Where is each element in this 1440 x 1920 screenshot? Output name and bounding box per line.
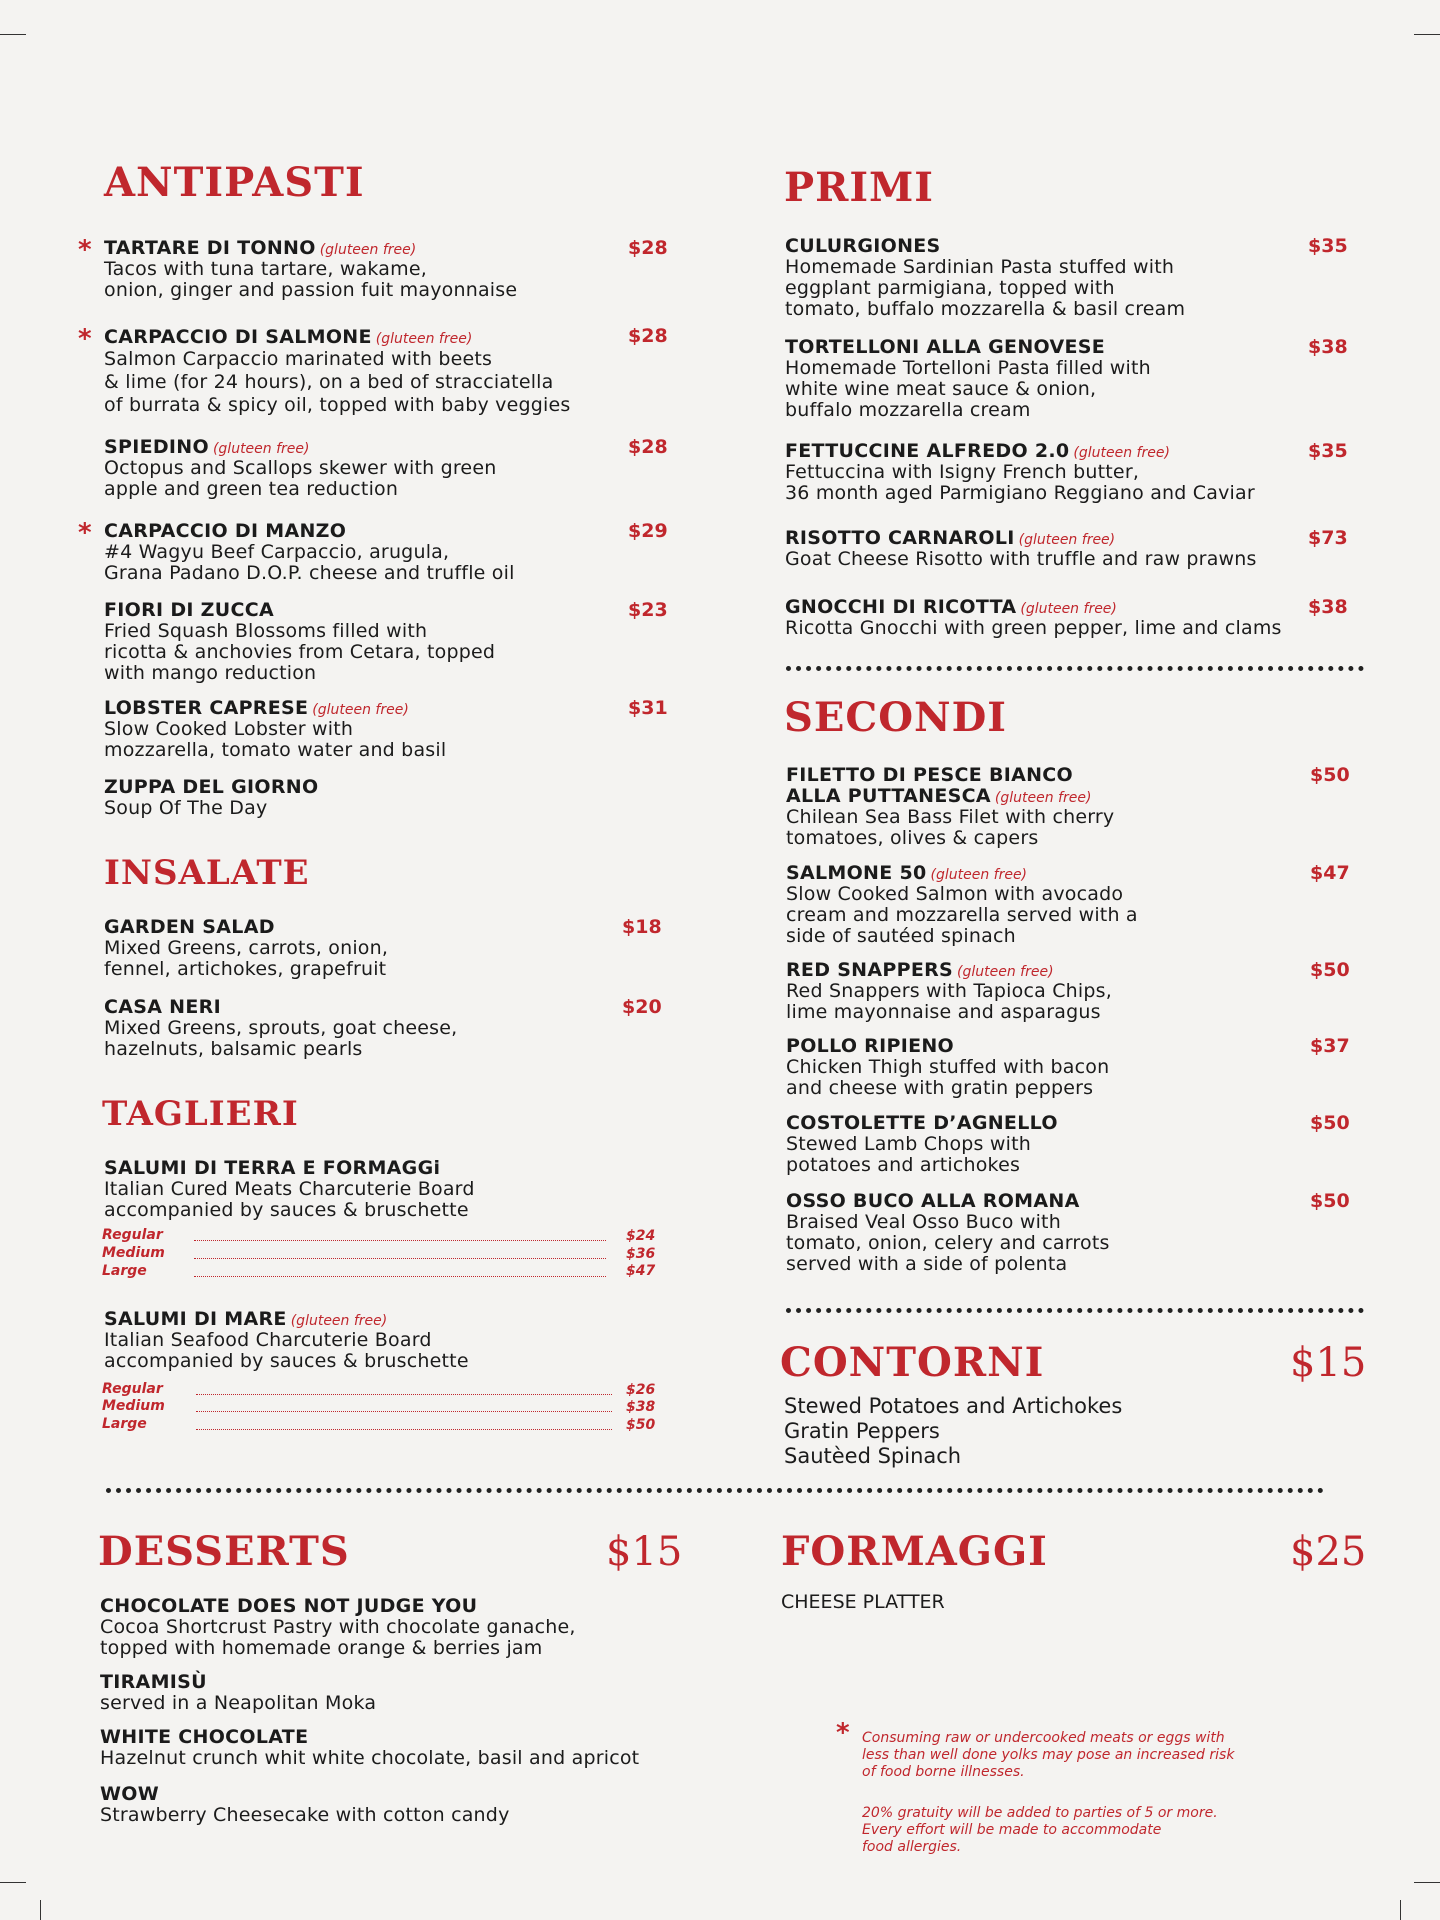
item-price: $28 (628, 325, 668, 347)
item-description: Fettuccina with Isigny French butter, 36 month aged Parmigiano Reggiano and Caviar (785, 461, 1255, 504)
section-price: $15 (1290, 1340, 1367, 1386)
item-name: SPIEDINO (104, 436, 209, 458)
crop-mark (1414, 1882, 1440, 1883)
item-description: Homemade Tortelloni Pasta filled with white wine meat sauce & onion, buffalo mozzarella cream (785, 357, 1151, 421)
raw-warning-star: * (836, 1718, 850, 1748)
size-label: Large (102, 1263, 147, 1279)
crop-mark (40, 1900, 41, 1920)
dot-leader (194, 1258, 606, 1259)
item-description: Tacos with tuna tartare, wakame, onion, ginger and passion fuit mayonnaise (104, 258, 518, 301)
side-dish-list: Stewed Potatoes and Artichokes Gratin Peppers Sautèed Spinach (784, 1394, 1123, 1468)
menu-item (104, 1158, 704, 1221)
item-name: WHITE CHOCOLATE (100, 1726, 309, 1748)
menu-item (100, 1727, 780, 1769)
item-name: TORTELLONI ALLA GENOVESE (785, 336, 1106, 358)
item-name: COSTOLETTE D’AGNELLO (786, 1112, 1058, 1134)
gluten-free-tag: (gluteen free) (375, 331, 473, 347)
size-label: Medium (102, 1245, 165, 1261)
dot-leader (194, 1276, 606, 1277)
menu-item (104, 327, 704, 417)
menu-item (786, 863, 1386, 947)
menu-item (104, 997, 704, 1060)
crop-mark (0, 1882, 26, 1883)
dot-leader (194, 1240, 606, 1241)
size-label: Large (102, 1416, 147, 1432)
section-price: $25 (1290, 1529, 1367, 1575)
item-price: $50 (1310, 1112, 1350, 1134)
size-label: Regular (102, 1381, 163, 1397)
item-price: $28 (628, 237, 668, 259)
item-description: Octopus and Scallops skewer with green apple and green tea reduction (104, 457, 497, 500)
size-price: $47 (626, 1263, 656, 1279)
menu-item (104, 917, 704, 980)
raw-warning-star: * (78, 235, 92, 265)
gluten-free-tag: (gluteen free) (290, 1313, 388, 1329)
gluten-free-tag: (gluteen free) (1018, 532, 1116, 548)
section-title-taglieri: TAGLIERI (102, 1094, 299, 1134)
item-description: Hazelnut crunch whit white chocolate, basil and apricot (100, 1747, 640, 1769)
size-price: $38 (626, 1399, 656, 1415)
menu-item (104, 521, 704, 584)
size-price: $24 (626, 1228, 656, 1244)
item-description: Soup Of The Day (104, 797, 268, 819)
menu-item (786, 1036, 1386, 1099)
crop-mark (0, 34, 26, 35)
section-title-primi: PRIMI (784, 164, 935, 211)
item-price: $35 (1308, 440, 1348, 462)
menu-item (786, 960, 1386, 1023)
gluten-free-tag: (gluteen free) (212, 441, 310, 457)
gratuity-note: 20% gratuity will be added to parties of 5 or more. Every effort will be made to accommodate food allergies. (862, 1805, 1218, 1855)
item-price: $28 (628, 436, 668, 458)
item-description: Cocoa Shortcrust Pastry with chocolate ganache, topped with homemade orange & berries jam (100, 1616, 576, 1659)
item-name: SALUMI DI MARE (104, 1308, 287, 1330)
menu-item (785, 337, 1385, 421)
section-title-contorni: CONTORNI (780, 1339, 1045, 1386)
item-description: Strawberry Cheesecake with cotton candy (100, 1804, 510, 1826)
item-price: $23 (628, 599, 668, 621)
gluten-free-tag: (gluteen free) (319, 242, 417, 258)
item-price: $38 (1308, 596, 1348, 618)
item-description: Stewed Lamb Chops with potatoes and artichokes (786, 1133, 1032, 1176)
gluten-free-tag: (gluteen free) (312, 702, 409, 718)
size-price: $50 (626, 1417, 656, 1433)
item-name: TARTARE DI TONNO (104, 237, 316, 259)
item-price: $38 (1308, 336, 1348, 358)
menu-item (786, 1191, 1386, 1275)
menu-item (100, 1672, 780, 1714)
crop-mark (1400, 1900, 1401, 1920)
menu-item (104, 238, 704, 301)
item-description: Slow Cooked Lobster with mozzarella, tomato water and basil (104, 718, 447, 761)
menu-item (100, 1784, 780, 1826)
item-description: Slow Cooked Salmon with avocado cream and mozzarella served with a side of sautéed spinach (786, 883, 1138, 947)
item-name: CARPACCIO DI SALMONE (104, 326, 372, 348)
section-title-insalate: INSALATE (104, 853, 310, 893)
item-description: Mixed Greens, carrots, onion, fennel, artichokes, grapefruit (104, 937, 389, 980)
item-description: Italian Cured Meats Charcuterie Board accompanied by sauces & bruschette (104, 1178, 475, 1221)
item-price: $47 (1310, 862, 1350, 884)
raw-food-warning: Consuming raw or undercooked meats or eggs with less than well done yolks may pose an increased risk of food borne illnesses. (862, 1730, 1235, 1780)
menu-item (104, 777, 704, 819)
item-description: Salmon Carpaccio marinated with beets & lime (for 24 hours), on a bed of stracciatella of burrata & spicy oil, topped with baby veggies (104, 348, 571, 416)
item-name: RED SNAPPERS (786, 959, 954, 981)
gluten-free-tag: (gluteen free) (1020, 601, 1117, 617)
item-description: Braised Veal Osso Buco with tomato, onion, celery and carrots served with a side of polenta (786, 1211, 1110, 1275)
size-label: Regular (102, 1227, 163, 1243)
dot-leader (196, 1394, 612, 1395)
item-description: CHEESE PLATTER (781, 1591, 945, 1613)
item-price: $50 (1310, 764, 1350, 786)
size-label: Medium (102, 1398, 165, 1414)
item-name: CASA NERI (104, 996, 221, 1018)
item-description: Mixed Greens, sprouts, goat cheese, hazelnuts, balsamic pearls (104, 1017, 458, 1060)
item-price: $18 (622, 916, 662, 938)
menu-item (785, 441, 1385, 504)
section-price: $15 (606, 1529, 683, 1575)
item-price: $50 (1310, 959, 1350, 981)
item-price: $37 (1310, 1035, 1350, 1057)
menu-item (104, 437, 704, 500)
gluten-free-tag: (gluteen free) (930, 867, 1028, 883)
section-title-formaggi: FORMAGGI (781, 1528, 1048, 1575)
item-name: FETTUCCINE ALFREDO 2.0 (785, 440, 1070, 462)
item-name: POLLO RIPIENO (786, 1035, 955, 1057)
item-price: $35 (1308, 235, 1348, 257)
menu-item (785, 236, 1385, 320)
item-name: CARPACCIO DI MANZO (104, 520, 347, 542)
item-description: Homemade Sardinian Pasta stuffed with eggplant parmigiana, topped with tomato, buffalo mozzarella & basil cream (785, 256, 1186, 320)
item-name: CULURGIONES (785, 235, 941, 257)
item-price: $20 (622, 996, 662, 1018)
menu-item (104, 698, 704, 761)
item-description: Red Snappers with Tapioca Chips, lime mayonnaise and asparagus (786, 980, 1112, 1023)
menu-item (785, 528, 1385, 570)
section-title-secondi: SECONDI (784, 694, 1008, 741)
item-description: #4 Wagyu Beef Carpaccio, arugula, Grana Padano D.O.P. cheese and truffle oil (104, 541, 515, 584)
dot-leader (196, 1411, 612, 1412)
item-description: Chicken Thigh stuffed with bacon and cheese with gratin peppers (786, 1056, 1110, 1099)
crop-mark (1414, 34, 1440, 35)
item-name: SALUMI DI TERRA E FORMAGGi (104, 1157, 441, 1179)
gluten-free-tag: (gluteen free) (1073, 445, 1170, 461)
item-price: $31 (628, 697, 668, 719)
dot-leader (196, 1429, 612, 1430)
item-description: Fried Squash Blossoms filled with ricotta & anchovies from Cetara, topped with mango reduction (104, 620, 496, 684)
item-name: SALMONE 50 (786, 862, 927, 884)
item-price: $73 (1308, 527, 1348, 549)
item-name: FILETTO DI PESCE BIANCO ALLA PUTTANESCA (786, 764, 1073, 807)
item-description: served in a Neapolitan Moka (100, 1692, 377, 1714)
item-name: GARDEN SALAD (104, 916, 275, 938)
menu-item (100, 1596, 780, 1659)
item-description: Chilean Sea Bass Filet with cherry tomatoes, olives & capers (786, 806, 1115, 849)
menu-item (786, 765, 1386, 849)
item-price: $29 (628, 520, 668, 542)
item-name: WOW (100, 1783, 159, 1805)
menu-item (786, 1113, 1386, 1176)
size-price: $26 (626, 1382, 656, 1398)
menu-item (104, 600, 704, 684)
item-description: Italian Seafood Charcuterie Board accompanied by sauces & bruschette (104, 1329, 469, 1372)
gluten-free-tag: (gluteen free) (994, 790, 1092, 806)
section-divider (786, 666, 1364, 671)
item-name: LOBSTER CAPRESE (104, 697, 309, 719)
raw-warning-star: * (78, 518, 92, 548)
item-name: ZUPPA DEL GIORNO (104, 776, 319, 798)
raw-warning-star: * (78, 324, 92, 354)
item-name: RISOTTO CARNAROLI (785, 527, 1015, 549)
item-description: Ricotta Gnocchi with green pepper, lime and clams (785, 617, 1282, 639)
item-name: CHOCOLATE DOES NOT JUDGE YOU (100, 1595, 478, 1617)
menu-item (785, 597, 1385, 639)
item-description: Goat Cheese Risotto with truffle and raw prawns (785, 548, 1257, 570)
section-title-antipasti: ANTIPASTI (104, 159, 365, 206)
item-name: OSSO BUCO ALLA ROMANA (786, 1190, 1080, 1212)
item-name: FIORI DI ZUCCA (104, 599, 274, 621)
item-name: TIRAMISÙ (100, 1671, 207, 1693)
item-name: GNOCCHI DI RICOTTA (785, 596, 1017, 618)
gluten-free-tag: (gluteen free) (957, 964, 1054, 980)
section-divider (786, 1308, 1364, 1313)
section-title-desserts: DESSERTS (98, 1528, 350, 1575)
size-price: $36 (626, 1246, 656, 1262)
item-price: $50 (1310, 1190, 1350, 1212)
page-divider (106, 1488, 1324, 1493)
menu-item (104, 1309, 704, 1372)
